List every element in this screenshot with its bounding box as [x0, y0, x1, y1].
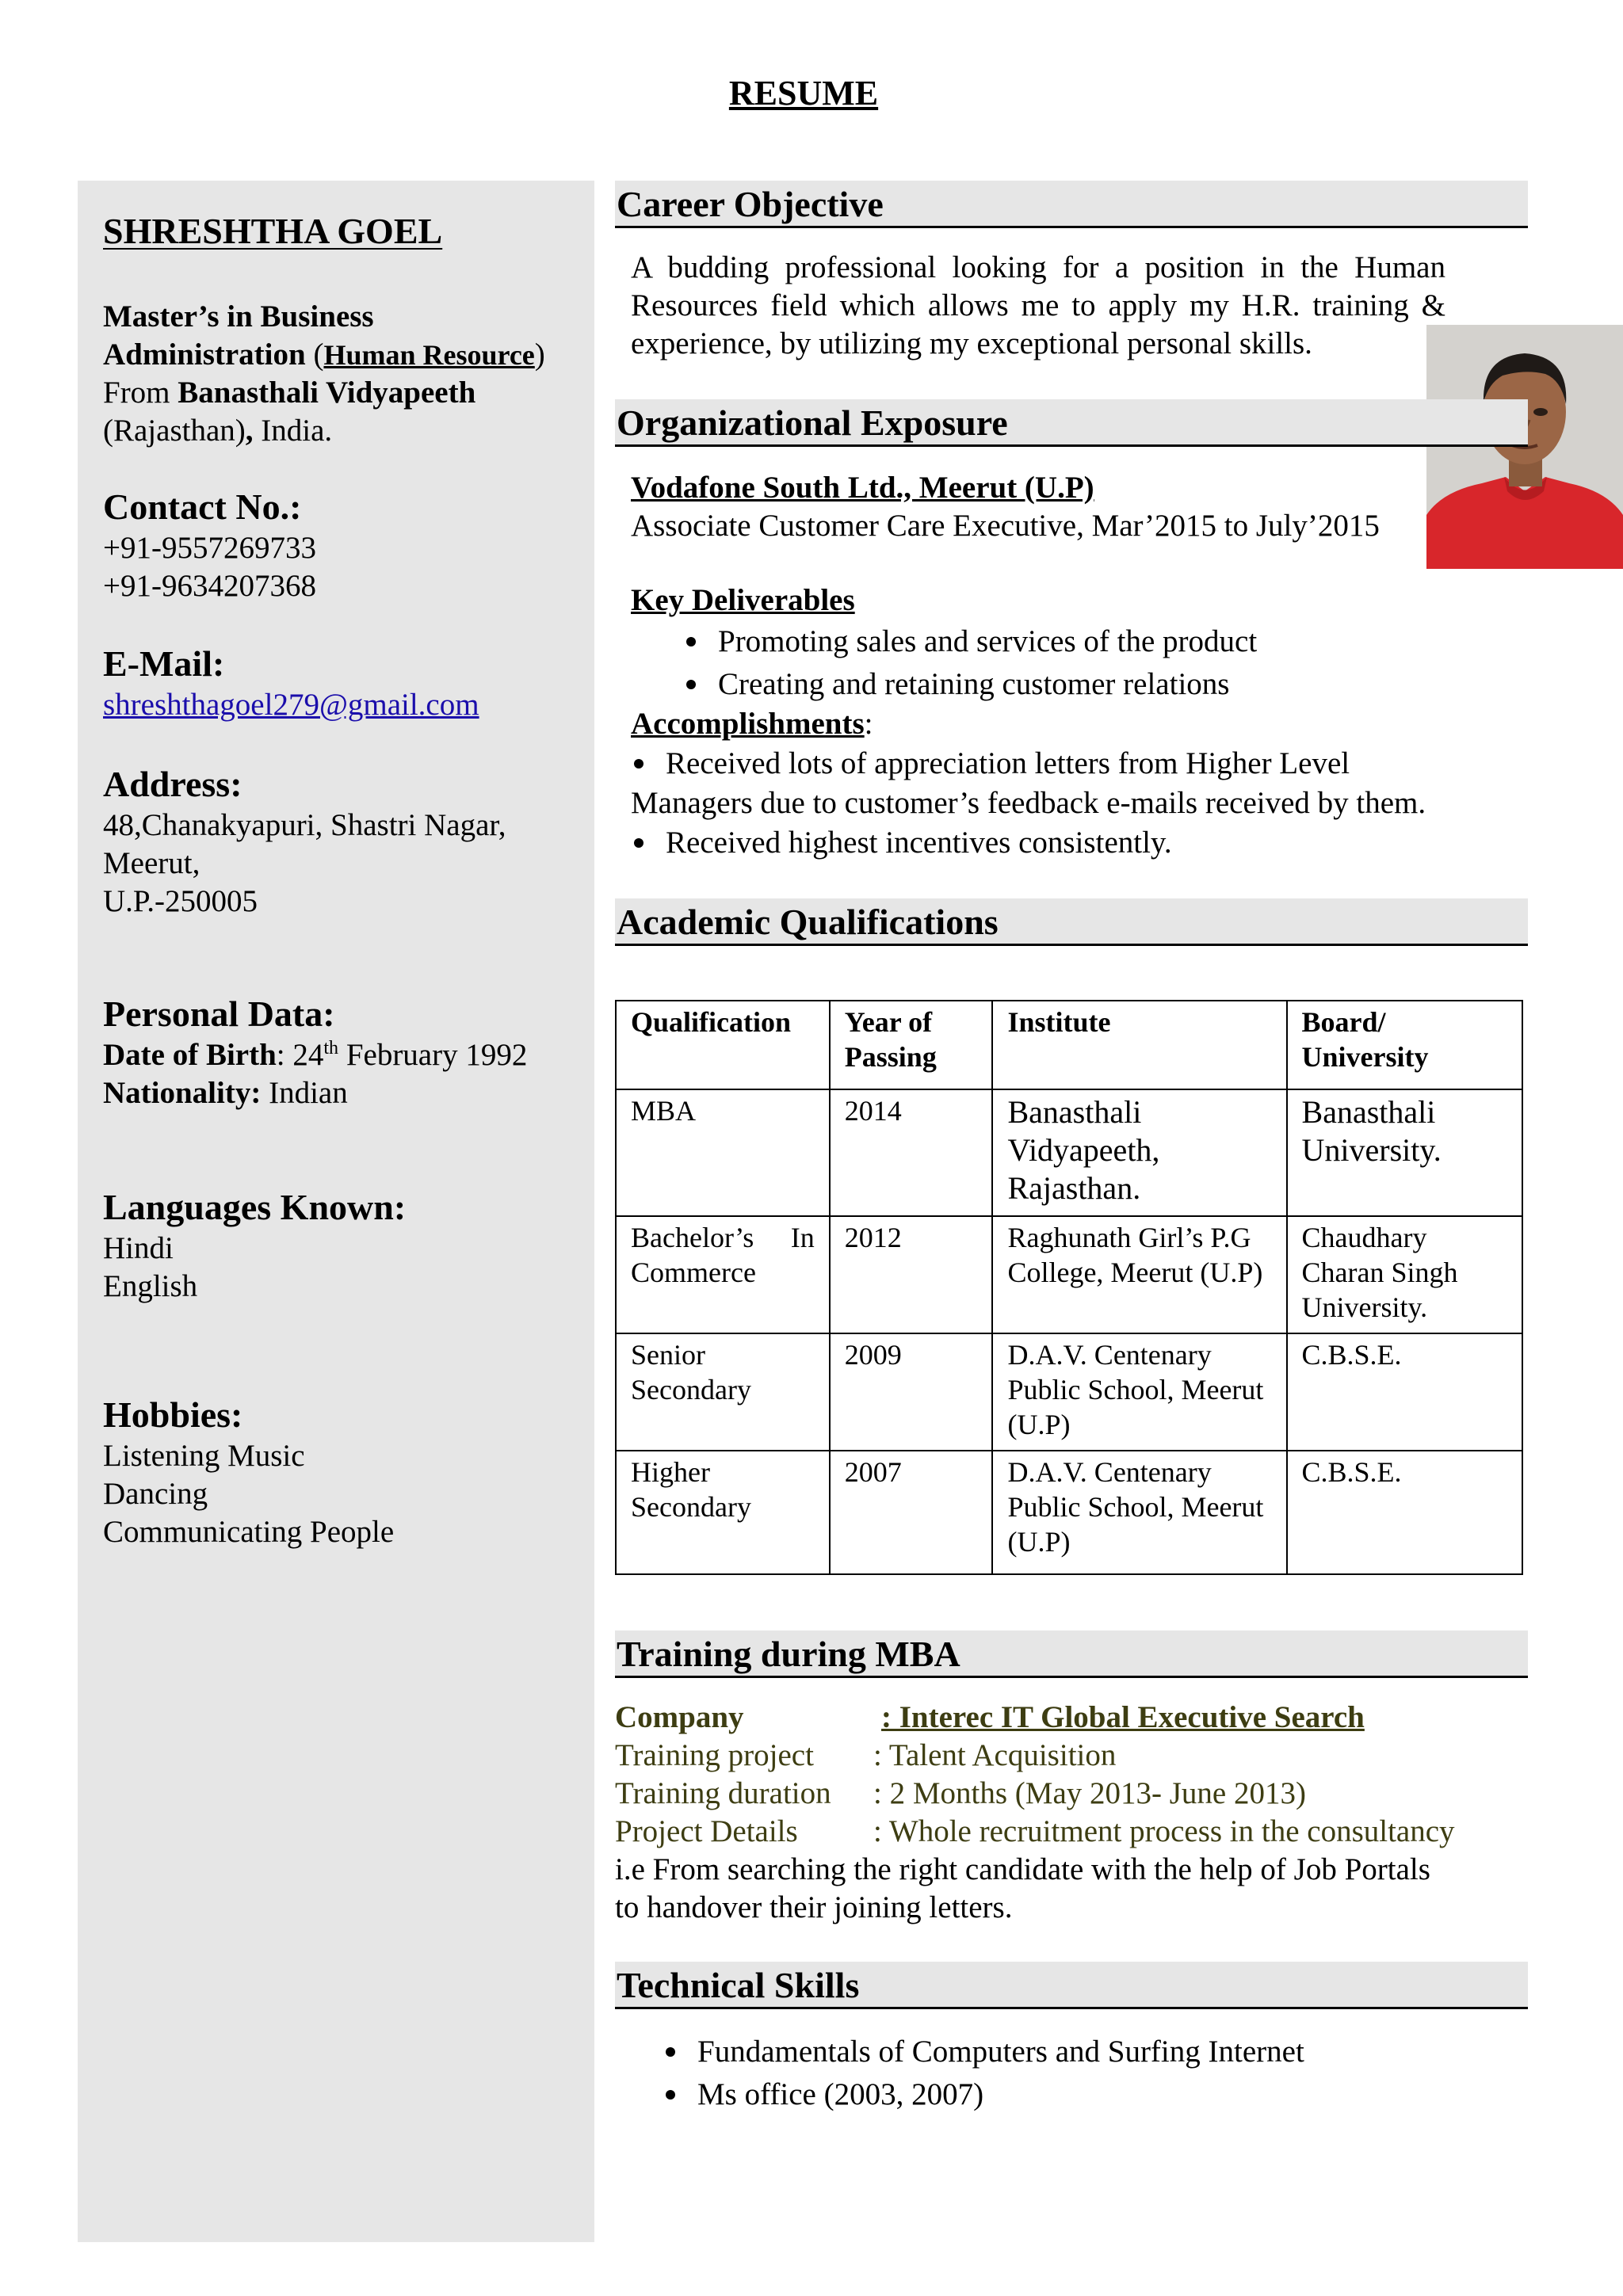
organizational-exposure-heading: Organizational Exposure	[615, 399, 1528, 447]
exposure-role: Associate Customer Care Executive, Mar’2015 to July’2015	[631, 509, 1380, 543]
email-link-wrap	[103, 686, 579, 724]
degree-line-3: From Banasthali Vidyapeeth	[103, 376, 476, 410]
phone-2: +91-9634207368	[103, 569, 316, 603]
academic-table	[615, 1000, 1523, 1575]
career-objective-text	[631, 249, 1445, 363]
hobby-item: Dancing	[103, 1477, 208, 1511]
hobbies-heading: Hobbies:	[103, 1394, 243, 1435]
table-cell: Senior Secondary	[616, 1333, 830, 1451]
training-duration: Training duration : 2 Months (May 2013- June 2013)	[615, 1776, 1306, 1810]
table-cell: Banasthali University.	[1287, 1089, 1522, 1216]
training-details: Project Details : Whole recruitment process in the consultancy	[615, 1814, 1455, 1848]
skill-item: Fundamentals of Computers and Surfing Internet	[666, 2033, 1304, 2071]
training-details-cont: i.e From searching the right candidate with the help of Job Portals	[615, 1852, 1430, 1886]
profile-photo	[1426, 325, 1623, 569]
career-line: Resources field which allows me to apply my H.R. training &	[631, 288, 1445, 322]
email-link[interactable]: shreshthagoel279@gmail.com	[103, 688, 479, 722]
table-cell: 2014	[830, 1089, 993, 1216]
table-row	[616, 1089, 1522, 1216]
training-project: Training project : Talent Acquisition	[615, 1738, 1117, 1772]
sidebar	[78, 181, 594, 2242]
table-cell: 2012	[830, 1216, 993, 1333]
table-row	[616, 1216, 1522, 1333]
language-item: Hindi	[103, 1231, 174, 1265]
training-company: Company : Interec IT Global Executive Search	[615, 1700, 1365, 1734]
degree-line-2: Administration (Human Resource)	[103, 338, 545, 372]
degree-line-4: (Rajasthan), India.	[103, 414, 333, 448]
personal-heading: Personal Data:	[103, 994, 335, 1034]
table-row	[616, 1451, 1522, 1574]
table-cell: 2009	[830, 1333, 993, 1451]
address-line-2: Meerut,	[103, 846, 200, 880]
exposure-company: Vodafone South Ltd., Meerut (U.P)	[631, 471, 1094, 505]
column-header: Year of Passing	[830, 1001, 993, 1089]
career-line: A budding professional looking for a position in the Human	[631, 250, 1445, 284]
deliverable-item: Promoting sales and services of the product	[686, 623, 1257, 661]
table-cell: 2007	[830, 1451, 993, 1574]
hobby-item: Listening Music	[103, 1439, 305, 1473]
address-line-3: U.P.-250005	[103, 884, 258, 918]
table-cell: D.A.V. Centenary Public School, Meerut (U.P)	[992, 1333, 1286, 1451]
degree-line-1: Master’s in Business	[103, 299, 374, 334]
bullet-icon	[666, 2047, 675, 2057]
contact-heading: Contact No.:	[103, 486, 302, 527]
column-header: Board/ University	[1287, 1001, 1522, 1089]
academic-qualifications-heading: Academic Qualifications	[615, 898, 1528, 946]
table-cell: D.A.V. Centenary Public School, Meerut (U.P)	[992, 1451, 1286, 1574]
address-heading: Address:	[103, 764, 242, 804]
degree-block	[103, 298, 579, 450]
email-heading: E-Mail:	[103, 643, 225, 684]
document-title: RESUME	[728, 74, 879, 113]
deliverable-item: Creating and retaining customer relations	[686, 666, 1229, 704]
table-cell: Bachelor’s In Commerce	[616, 1216, 830, 1333]
date-of-birth: Date of Birth: 24th February 1992	[103, 1038, 528, 1072]
table-cell: Higher Secondary	[616, 1451, 830, 1574]
bullet-icon	[634, 759, 643, 769]
hobby-item: Communicating People	[103, 1515, 395, 1549]
technical-skills-heading: Technical Skills	[615, 1962, 1528, 2009]
column-header: Qualification	[616, 1001, 830, 1089]
table-cell: Banasthali Vidyapeeth, Rajasthan.	[992, 1089, 1286, 1216]
table-cell: C.B.S.E.	[1287, 1451, 1522, 1574]
phone-1: +91-9557269733	[103, 531, 316, 565]
table-header-row	[616, 1001, 1522, 1089]
accomplishment-item-cont: Managers due to customer’s feedback e-mails received by them.	[631, 786, 1426, 820]
training-heading: Training during MBA	[615, 1630, 1528, 1678]
key-deliverables-heading: Key Deliverables	[631, 583, 855, 617]
accomplishments-heading: Accomplishments:	[631, 707, 873, 741]
bullet-icon	[666, 2090, 675, 2100]
table-cell: C.B.S.E.	[1287, 1333, 1522, 1451]
languages-heading: Languages Known:	[103, 1187, 407, 1227]
table-cell: Chaudhary Charan Singh University.	[1287, 1216, 1522, 1333]
table-cell: MBA	[616, 1089, 830, 1216]
skill-item: Ms office (2003, 2007)	[666, 2076, 983, 2114]
portrait-image	[1426, 325, 1623, 569]
bullet-icon	[686, 637, 696, 646]
candidate-name: SHRESHTHA GOEL	[103, 211, 443, 251]
bullet-icon	[634, 838, 643, 848]
table-row	[616, 1333, 1522, 1451]
accomplishment-item: Received lots of appreciation letters from Higher Level	[634, 745, 1350, 783]
accomplishment-item: Received highest incentives consistently.	[634, 824, 1172, 862]
bullet-icon	[686, 680, 696, 689]
training-details-cont: to handover their joining letters.	[615, 1890, 1013, 1924]
table-cell: Raghunath Girl’s P.G College, Meerut (U.P)	[992, 1216, 1286, 1333]
address-line-1: 48,Chanakyapuri, Shastri Nagar,	[103, 808, 506, 842]
language-item: English	[103, 1269, 198, 1303]
nationality: Nationality: Indian	[103, 1076, 348, 1110]
column-header: Institute	[992, 1001, 1286, 1089]
career-line: experience, by utilizing my exceptional personal skills.	[631, 326, 1312, 360]
career-objective-heading: Career Objective	[615, 181, 1528, 228]
